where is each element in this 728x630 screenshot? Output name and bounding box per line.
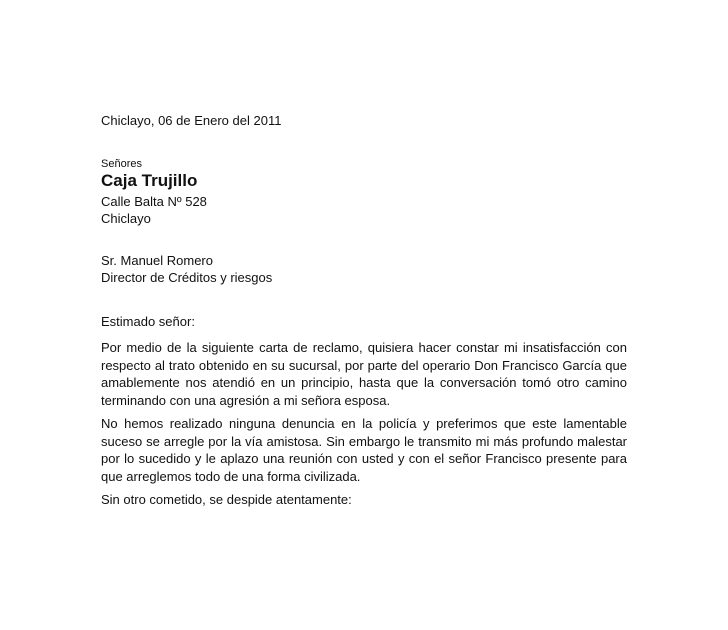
attention-block [101, 252, 627, 287]
greeting: Estimado señor: [101, 313, 195, 329]
attention-name: Sr. Manuel Romero [101, 252, 213, 268]
recipient-company: Caja Trujillo [101, 170, 198, 190]
date-line: Chiclayo, 06 de Enero del 2011 [101, 113, 282, 128]
closing-line: Sin otro cometido, se despide atentamente: [101, 492, 352, 507]
recipient-address-line2: Chiclayo [101, 211, 151, 226]
body-paragraph-2: No hemos realizado ninguna denuncia en la policía y preferimos que este lamentable suceso se arregle por la vía amistosa. Sin embargo le transmito mi más profundo malestar por lo sucedido y le aplazo una reunión con usted y con el señor Francisco presente para que arreglemos todo de una forma civilizada. [101, 416, 627, 484]
letter-body [101, 112, 627, 509]
recipient-address-line1: Calle Balta Nº 528 [101, 193, 207, 209]
attention-title: Director de Créditos y riesgos [101, 270, 273, 285]
recipient-salutation: Señores [101, 157, 142, 170]
body-paragraph-1: Por medio de la siguiente carta de reclamo, quisiera hacer constar mi insatisfacción con respecto al trato obtenido en su sucursal, por parte del operario Don Francisco García que amablemente nos atendió en un principio, hasta que la conversación tomó otro camino terminando con una agresión a mi señora esposa. [101, 340, 627, 408]
